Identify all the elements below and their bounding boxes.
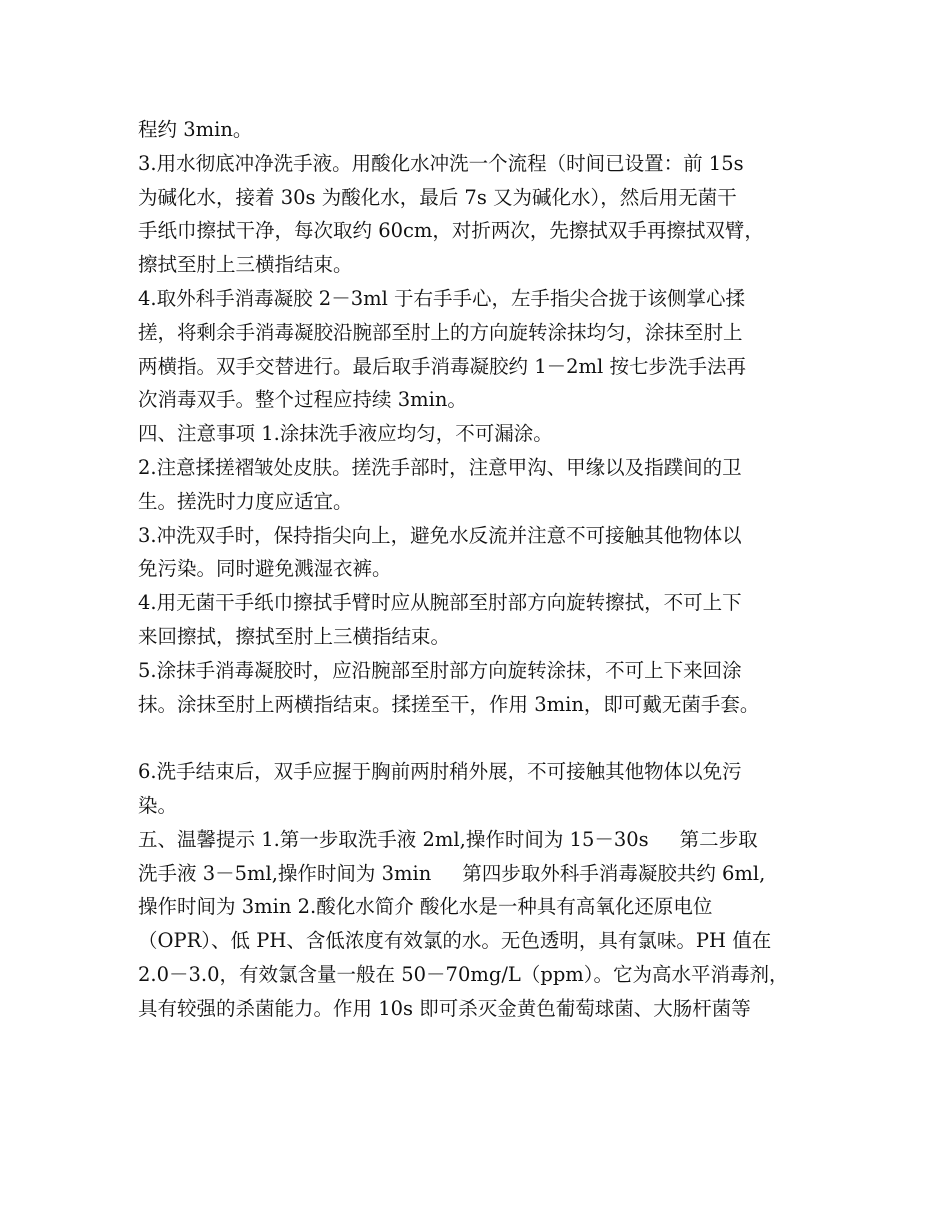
text-line: 为碱化水，接着 30s 为酸化水，最后 7s 又为碱化水），然后用无菌干 bbox=[138, 185, 737, 209]
text-line: 染。 bbox=[138, 793, 178, 817]
text-line: 6.洗手结束后，双手应握于胸前两肘稍外展，不可接触其他物体以免污 bbox=[138, 760, 742, 784]
text-line: 具有较强的杀菌能力。作用 10s 即可杀灭金黄色葡萄球菌、大肠杆菌等 bbox=[138, 996, 751, 1020]
text-line: （OPR）、低 PH、含低浓度有效氯的水。无色透明，具有氯味。PH 值在 bbox=[138, 929, 772, 953]
text-line: 手纸巾擦拭干净，每次取约 60cm，对折两次，先擦拭双手再擦拭双臂， bbox=[138, 219, 764, 243]
text-line: 5.涂抹手消毒凝胶时，应沿腕部至肘部方向旋转涂抹，不可上下来回涂 bbox=[138, 658, 742, 682]
text-line: 两横指。双手交替进行。最后取手消毒凝胶约 1－2ml 按七步洗手法再 bbox=[138, 354, 746, 378]
text-line: 3.冲洗双手时，保持指尖向上，避免水反流并注意不可接触其他物体以 bbox=[138, 523, 742, 547]
text-line: 程约 3min。 bbox=[138, 118, 253, 141]
text-line: 次消毒双手。整个过程应持续 3min。 bbox=[138, 388, 467, 412]
text-line: 来回擦拭，擦拭至肘上三横指结束。 bbox=[138, 624, 451, 648]
text-line: 擦拭至肘上三横指结束。 bbox=[138, 253, 353, 277]
text-line: 免污染。同时避免溅湿衣裤。 bbox=[138, 557, 392, 581]
text-line: 2.注意揉搓褶皱处皮肤。搓洗手部时，注意甲沟、甲缘以及指蹼间的卫 bbox=[138, 455, 742, 479]
text-line: 4.用无菌干手纸巾擦拭手臂时应从腕部至肘部方向旋转擦拭，不可上下 bbox=[138, 591, 742, 615]
text-line: 洗手液 3－5ml,操作时间为 3min 第四步取外科手消毒凝胶共约 6ml, bbox=[138, 861, 766, 885]
section-heading-tips: 五、温馨提示 1.第一步取洗手液 2ml,操作时间为 15－30s 第二步取 bbox=[138, 827, 758, 851]
text-line: 搓，将剩余手消毒凝胶沿腕部至肘上的方向旋转涂抹均匀，涂抹至肘上 bbox=[138, 320, 743, 344]
text-line: 操作时间为 3min 2.酸化水简介 酸化水是一种具有高氧化还原电位 bbox=[138, 895, 713, 919]
text-line: 2.0－3.0，有效氯含量一般在 50－70mg/L（ppm）。它为高水平消毒剂， bbox=[138, 962, 789, 986]
document-body bbox=[138, 113, 828, 1026]
text-line: 抹。涂抹至肘上两横指结束。揉搓至干，作用 3min，即可戴无菌手套。 bbox=[138, 692, 760, 716]
blank-line bbox=[138, 721, 828, 755]
text-line: 4.取外科手消毒凝胶 2－3ml 于右手手心，左手指尖合拢于该侧掌心揉 bbox=[138, 286, 746, 310]
section-heading-notes: 四、注意事项 1.涂抹洗手液应均匀，不可漏涂。 bbox=[138, 422, 553, 446]
text-line: 生。搓洗时力度应适宜。 bbox=[138, 489, 353, 513]
text-line: 3.用水彻底冲净洗手液。用酸化水冲洗一个流程（时间已设置：前 15s bbox=[138, 151, 744, 175]
